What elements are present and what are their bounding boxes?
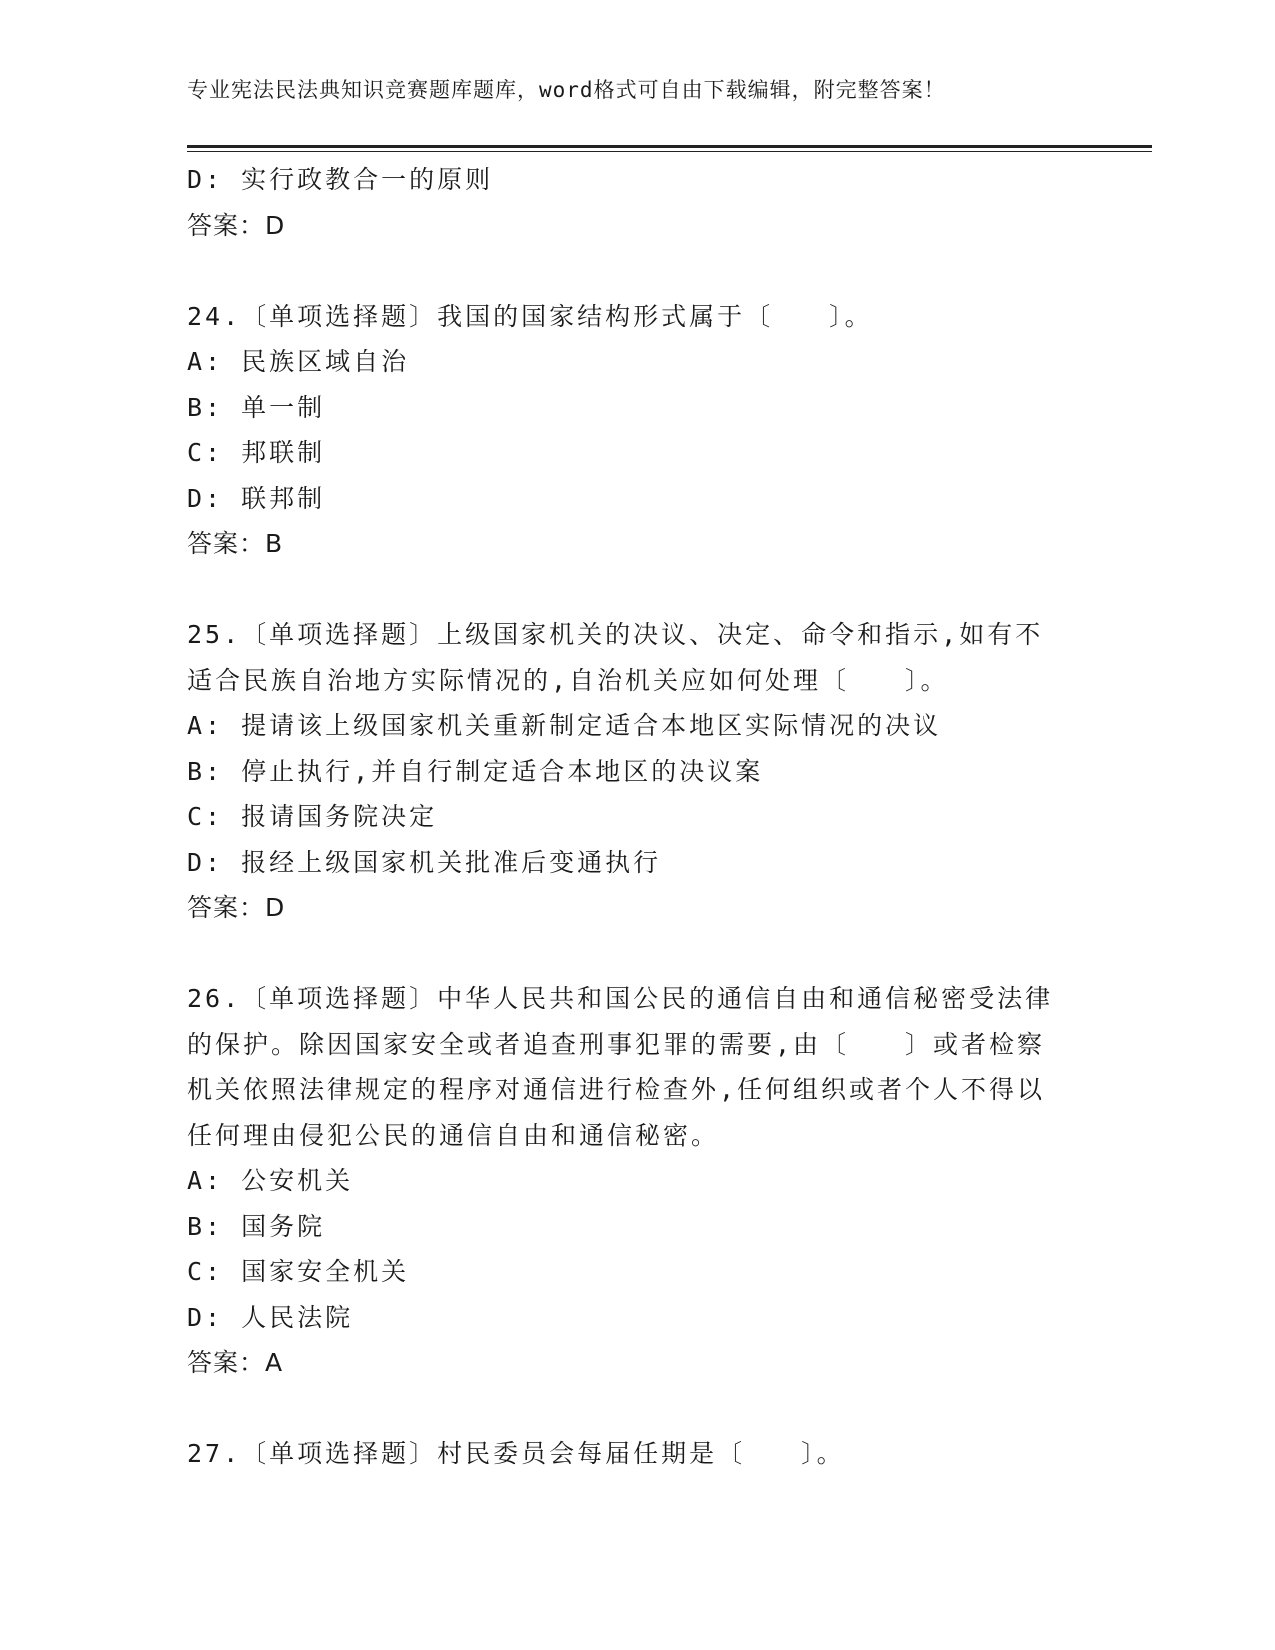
header-rule-thin [187, 151, 1152, 152]
q26-option-a: A: 公安机关 [187, 1166, 354, 1195]
spacer [187, 567, 1087, 613]
q24-stem-line: 24.〔单项选择题〕我国的国家结构形式属于〔 〕。 [187, 301, 873, 331]
q26-stem-line: 任何理由侵犯公民的通信自由和通信秘密。 [187, 1120, 720, 1150]
prev-option-d: D: 实行政教合一的原则 [187, 165, 494, 194]
q26-stem-line: 的保护。除因国家安全或者追查刑事犯罪的需要,由〔 〕或者检察 [187, 1029, 1046, 1059]
q26-stem-line: 机关依照法律规定的程序对通信进行检查外,任何组织或者个人不得以 [187, 1075, 1046, 1104]
q26-option-c: C: 国家安全机关 [187, 1257, 410, 1286]
prev-answer: 答案：D [187, 210, 286, 240]
q24-option-c: C: 邦联制 [187, 438, 326, 467]
q25-option-b: B: 停止执行,并自行制定适合本地区的决议案 [187, 756, 764, 786]
q26-stem-line: 26.〔单项选择题〕中华人民共和国公民的通信自由和通信秘密受法律 [187, 984, 1054, 1013]
q25-option-d: D: 报经上级国家机关批准后变通执行 [187, 847, 662, 877]
q25-stem-line: 25.〔单项选择题〕上级国家机关的决议、决定、命令和指示,如有不 [187, 620, 1044, 649]
header-rule-thick [187, 145, 1152, 148]
q24-option-d: D: 联邦制 [187, 483, 326, 513]
q25-stem-line: 适合民族自治地方实际情况的,自治机关应如何处理〔 〕。 [187, 665, 949, 695]
q25-option-c: C: 报请国务院决定 [187, 802, 438, 831]
page-header: 专业宪法民法典知识竞赛题库题库，word格式可自由下载编辑，附完整答案！ [187, 78, 946, 102]
spacer [187, 1386, 1087, 1432]
q24-option-b: B: 单一制 [187, 392, 326, 422]
q26-option-d: D: 人民法院 [187, 1302, 354, 1332]
question-content [187, 157, 1087, 1477]
q27-stem-line: 27.〔单项选择题〕村民委员会每届任期是〔 〕。 [187, 1439, 845, 1468]
q25-option-a: A: 提请该上级国家机关重新制定适合本地区实际情况的决议 [187, 711, 942, 740]
q25-answer: 答案：D [187, 893, 286, 922]
spacer [187, 931, 1087, 977]
spacer [187, 248, 1087, 294]
q24-answer: 答案：B [187, 529, 284, 558]
q26-answer: 答案：A [187, 1348, 284, 1377]
q24-option-a: A: 民族区域自治 [187, 347, 410, 376]
q26-option-b: B: 国务院 [187, 1211, 326, 1241]
